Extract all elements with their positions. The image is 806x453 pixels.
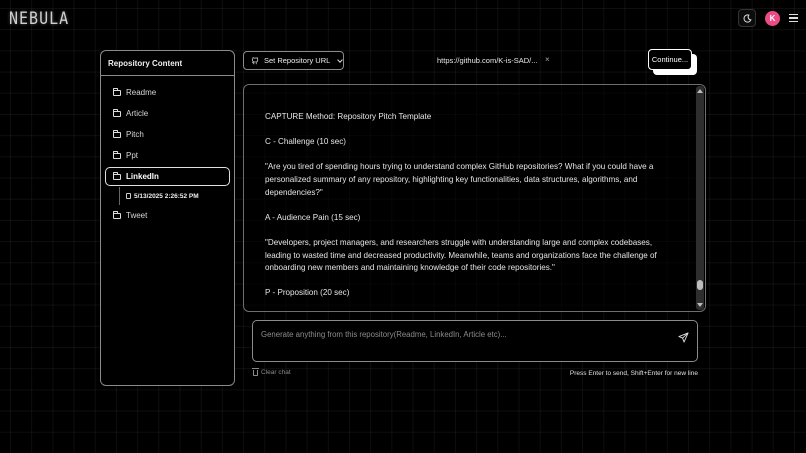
generated-content-panel [243,84,706,312]
folder-icon [113,111,121,117]
continue-button-wrapper [648,49,692,70]
clear-url-button[interactable]: × [545,55,550,64]
sidebar-item-tweet[interactable] [105,205,230,226]
clear-chat-label: Clear chat [261,369,291,376]
generated-content-text [244,85,694,300]
scroll-down-arrow-icon[interactable] [697,303,703,307]
header-actions [738,9,798,27]
repository-content-sidebar [100,50,235,386]
avatar[interactable]: K [765,11,780,26]
history-entry-timestamp: 5/13/2025 2:26:52 PM [134,192,199,200]
sidebar-item-label: Ppt [126,151,139,160]
file-icon [126,193,131,199]
folder-icon [113,90,121,96]
sidebar-item-readme[interactable] [105,82,230,103]
linkedin-history-entry[interactable] [119,187,234,205]
content-paragraph: CAPTURE Method: Repository Pitch Template [265,112,432,121]
keyboard-hint: Press Enter to send, Shift+Enter for new line [569,370,698,377]
folder-icon [113,153,121,159]
sidebar-item-pitch[interactable] [105,124,230,145]
sidebar-item-article[interactable] [105,103,230,124]
theme-toggle-button[interactable] [738,9,756,27]
prompt-box [252,320,698,362]
content-paragraph: P - Proposition (20 sec) [265,288,350,298]
repository-url: https://github.com/K-is-SAD/... [437,56,538,65]
trash-icon [253,370,258,376]
folder-icon [113,174,121,180]
content-paragraph: "Are you tired of spending hours trying to understand complex GitHub repositories? What if you could have a personalized summary of any repository, highlighting key functionalities, data structures, algorithms, and dependencies?" [265,162,654,197]
send-icon [678,332,689,343]
sidebar-item-label: Tweet [126,211,148,220]
folder-icon [113,213,121,219]
content-paragraph: A - Audience Pain (15 sec) [265,212,361,222]
content-paragraph: C - Challenge (10 sec) [265,137,346,147]
folder-icon [113,132,121,138]
set-repository-url-button[interactable] [243,51,344,70]
prompt-input[interactable] [261,330,661,339]
app-logo: NEBULA [9,8,70,29]
github-icon [251,57,259,65]
sidebar-item-label: Readme [126,88,157,97]
sidebar-item-label: Pitch [126,130,144,139]
scroll-up-arrow-icon[interactable] [697,89,703,93]
sidebar-item-label: Article [126,109,149,118]
scroll-thumb[interactable] [697,280,703,290]
send-button[interactable] [678,328,689,347]
set-repository-url-label: Set Repository URL [264,56,331,65]
sidebar-title: Repository Content [101,51,234,76]
content-paragraph: "Developers, project managers, and researchers struggle with understanding large and complex codebases, leading to wasted time and decreased productivity. Meanwhile, teams and organizations face the challenge of onboarding new members and maintaining knowledge of their code repositories." [265,237,657,273]
sidebar-item-label: LinkedIn [126,172,159,181]
continue-button[interactable]: Continue... [648,49,692,70]
moon-icon [743,14,752,23]
sidebar-item-linkedin[interactable] [105,167,230,186]
clear-chat-button[interactable] [253,369,291,376]
chevron-down-icon [337,57,343,63]
content-scrollbar[interactable] [696,86,704,310]
hamburger-menu-icon[interactable] [789,14,798,23]
sidebar-item-ppt[interactable] [105,145,230,166]
